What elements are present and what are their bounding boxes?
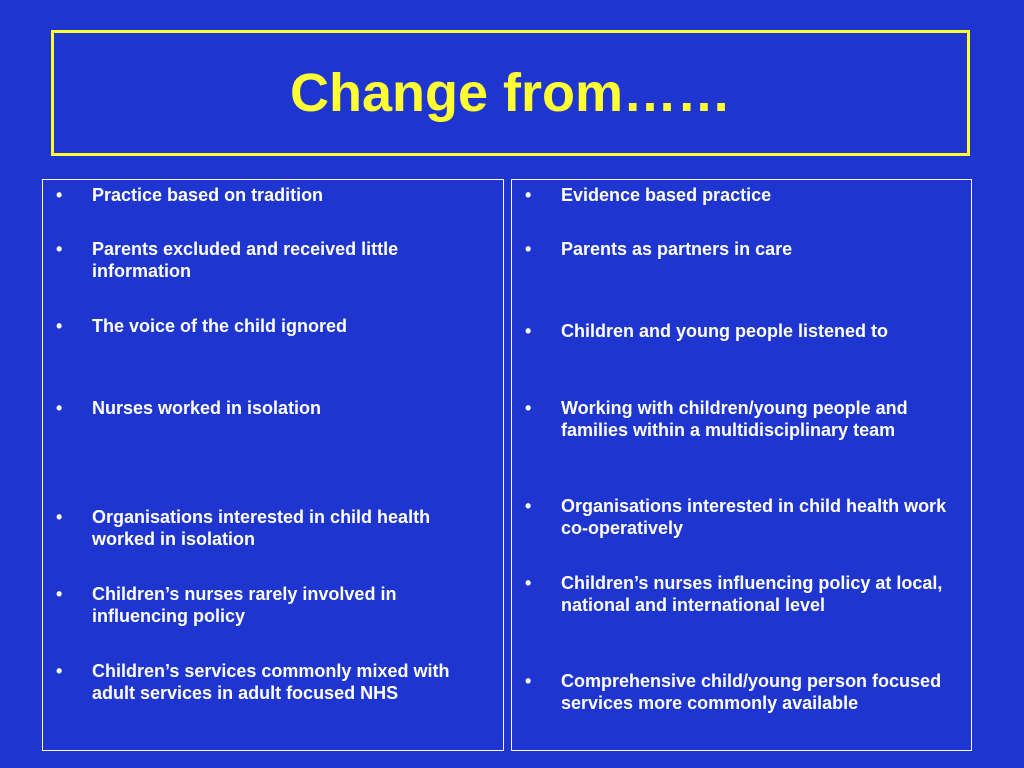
left-item-text: Children’s nurses rarely involved in influencing policy	[92, 584, 397, 626]
right-list-item	[512, 320, 963, 342]
right-column-panel	[511, 179, 972, 751]
bullet-icon: •	[525, 496, 532, 516]
right-item-text: Organisations interested in child health work co-operatively	[561, 496, 947, 538]
left-list-item	[43, 315, 495, 337]
bullet-icon: •	[56, 239, 63, 259]
right-list-item	[512, 495, 963, 539]
right-list-item	[512, 184, 963, 206]
bullet-icon: •	[525, 239, 532, 259]
bullet-icon: •	[56, 185, 63, 205]
right-list-item	[512, 238, 963, 260]
right-list-item	[512, 670, 963, 714]
bullet-icon: •	[525, 321, 532, 341]
left-column-panel	[42, 179, 504, 751]
right-item-text: Comprehensive child/young person focused services more commonly available	[561, 671, 942, 713]
left-list-item	[43, 184, 495, 206]
right-item-text: Working with children/young people and families within a multidisciplinary team	[561, 398, 908, 440]
left-item-text: Practice based on tradition	[92, 185, 324, 205]
bullet-icon: •	[525, 185, 532, 205]
right-item-text: Parents as partners in care	[561, 239, 793, 259]
title-box	[51, 30, 970, 156]
bullet-icon: •	[56, 584, 63, 604]
left-item-text: The voice of the child ignored	[92, 316, 348, 336]
left-item-text: Parents excluded and received little information	[92, 239, 399, 281]
bullet-icon: •	[525, 398, 532, 418]
bullet-icon: •	[56, 507, 63, 527]
right-item-text: Evidence based practice	[561, 185, 772, 205]
left-list-item	[43, 397, 495, 419]
left-item-text: Organisations interested in child health worked in isolation	[92, 507, 431, 549]
right-item-text: Children and young people listened to	[561, 321, 889, 341]
bullet-icon: •	[56, 316, 63, 336]
bullet-icon: •	[525, 671, 532, 691]
slide-title: Change from……	[289, 63, 732, 123]
left-item-text: Children’s services commonly mixed with adult services in adult focused NHS	[92, 661, 450, 703]
right-list-item	[512, 572, 963, 616]
right-list-item	[512, 397, 963, 441]
bullet-icon: •	[525, 573, 532, 593]
left-list-item	[43, 238, 495, 282]
left-list-item	[43, 660, 495, 704]
bullet-icon: •	[56, 398, 63, 418]
bullet-icon: •	[56, 661, 63, 681]
left-list-item	[43, 583, 495, 627]
left-item-text: Nurses worked in isolation	[92, 398, 322, 418]
left-list-item	[43, 506, 495, 550]
right-item-text: Children’s nurses influencing policy at local, national and international level	[561, 573, 943, 615]
